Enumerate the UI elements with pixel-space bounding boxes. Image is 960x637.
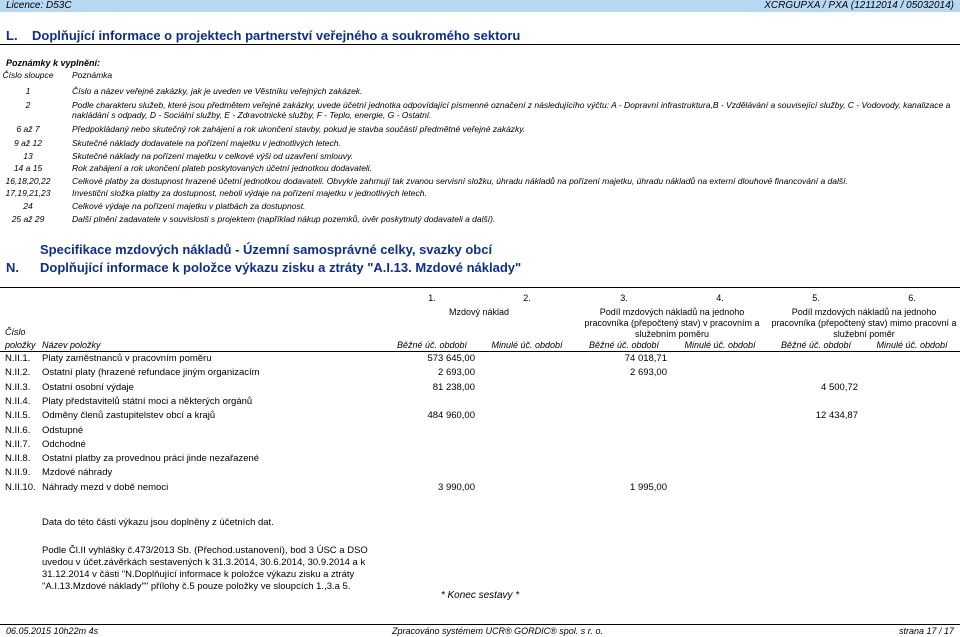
item-code: N.II.10.: [5, 481, 36, 493]
period-subheader: Minulé úč. období: [876, 340, 948, 350]
period-subheader: Běžné úč. období: [588, 340, 660, 350]
item-code: N.II.1.: [5, 353, 31, 364]
section-l-title: Doplňující informace o projektech partnerství veřejného a soukromého sektoru: [32, 28, 521, 43]
section-n-heading: [6, 260, 521, 275]
item-name: Náhrady mezd v době nemoci: [42, 481, 169, 493]
col-group-share-outside: Podíl mzdových nákladů na jednoho pracovníka (přepočtený stav) mimo pracovní a služební poměr: [771, 307, 957, 339]
item-value: 81 238,00: [432, 381, 475, 393]
column-number: 5.: [812, 293, 820, 303]
section-l-heading: [6, 28, 520, 43]
column-number: 6.: [908, 293, 916, 303]
note-text: Celkové platby za dostupnost hrazené účetní jednotkou dodavateli. Obvykle zahrnují tak zvanou servisní složku, úhradu nákladů na pořízení majetku, úhradu nákladů na externí dlouhové financování a další.: [72, 176, 848, 186]
period-subheader: Minulé úč. období: [491, 340, 563, 350]
system-code-label: XCRGUPXA / PXA (12112014 / 05032014): [764, 0, 954, 11]
period-subheader: Běžné úč. období: [780, 340, 852, 350]
note-column-number: 14 a 15: [13, 163, 43, 173]
item-code: N.II.7.: [5, 438, 31, 450]
table-row: [0, 424, 960, 438]
footer-page-number: strana 17 / 17: [898, 626, 954, 636]
notes-header-num: Číslo sloupce: [2, 70, 54, 80]
item-name: Platy představitelů státní moci a některých orgánů: [42, 395, 253, 407]
section-divider: [0, 44, 960, 45]
item-name: Odchodné: [42, 438, 86, 450]
table-row: [0, 481, 960, 495]
item-value: 74 018,71: [624, 353, 667, 364]
footer-timestamp: 06.05.2015 10h22m 4s: [6, 626, 99, 636]
note-text: Podle charakteru služeb, které jsou předmětem veřejné zakázky, uvede účetní jednotka odpovídající písmenné označení z následujícího výčtu: A - Dopravní infrastruktura,B - Vzdělávání a související služby, C - Vodovody, kanalizace a nakládání s odpady, D - Sociální služby, E - Zdravotnické služby, F - Teplo, energie, G - Ostatní.: [72, 100, 951, 120]
item-name: Odměny členů zastupitelstev obcí a krajů: [42, 410, 216, 422]
note-column-number: 13: [23, 151, 33, 161]
item-name: Ostatní platby za provednou práci jinde nezařazené: [42, 453, 260, 465]
item-value: 1 995,00: [630, 481, 667, 493]
item-name: Platy zaměstnanců v pracovním poměru: [42, 353, 212, 364]
specification-title: Specifikace mzdových nákladů - Územní samosprávné celky, svazky obcí: [40, 242, 493, 257]
column-number: 4.: [716, 293, 724, 303]
note-column-number: 17,19,21,23: [5, 188, 51, 198]
table-row: [0, 466, 960, 480]
column-number: 1.: [428, 293, 436, 303]
item-value: 2 693,00: [438, 367, 475, 379]
item-name: Ostatní platy (hrazené refundace jiným organizacím: [42, 367, 260, 379]
note-column-number: 1: [25, 86, 31, 96]
footer-processed-by: Zpracováno systémem UCR® GORDIC® spol. s r. o.: [392, 626, 603, 636]
item-code: N.II.3.: [5, 381, 31, 393]
note-column-number: 6 až 7: [16, 124, 40, 134]
col-group-wage-cost: Mzdový náklad: [448, 307, 510, 317]
item-code: N.II.6.: [5, 424, 31, 436]
table-row: [0, 409, 960, 423]
note-column-number: 9 až 12: [14, 138, 42, 148]
item-value: 484 960,00: [427, 410, 475, 422]
note-text: Další plnění zadavatele v souvislosti s projektem (například nákup pozemků, úvěr poskytnutý dodavateli a další).: [72, 214, 496, 224]
item-value: 2 693,00: [630, 367, 667, 379]
table-row: [0, 395, 960, 409]
note-column-number: 2: [25, 100, 31, 110]
note-text: Skutečné náklady dodavatele na pořízení majetku v jednotlivých letech.: [72, 138, 341, 148]
item-value: 4 500,72: [821, 381, 858, 393]
item-value: 573 645,00: [427, 353, 475, 364]
period-subheader: Minulé úč. období: [684, 340, 756, 350]
note-text: Skutečné náklady na pořízení majetku v celkové výši od uzavření smlouvy.: [72, 151, 353, 161]
data-source-note: Data do této části výkazu jsou doplněny z účetních dat.: [42, 517, 274, 528]
note-text: Investiční složka platby za dostupnost, neboli výdaje na pořízení majetku v jednotlivých letech.: [72, 188, 427, 198]
item-name: Ostatní osobní výdaje: [42, 381, 134, 393]
licence-label: Licence: D53C: [6, 0, 72, 11]
col-group-share-employment: Podíl mzdových nákladů na jednoho pracovníka (přepočtený stav) v pracovním a služebním poměru: [584, 307, 760, 339]
label-cislo: Číslo: [5, 327, 26, 337]
section-n-title: Doplňující informace k položce výkazu zisku a ztráty "A.I.13. Mzdové náklady": [40, 260, 522, 275]
section-l-letter: L.: [6, 28, 18, 43]
item-code: N.II.5.: [5, 410, 31, 422]
column-number: 2.: [523, 293, 531, 303]
label-nazev-polozky: Název položky: [42, 340, 101, 350]
item-name: Mzdové náhrady: [42, 467, 113, 479]
item-code: N.II.8.: [5, 453, 31, 465]
note-text: Předpokládaný nebo skutečný rok zahájení a rok ukončení stavby, pokud je stavba součástí předmětné veřejné zakázky.: [72, 124, 526, 134]
notes-title: Poznámky k vyplnění:: [6, 58, 101, 68]
table-row: [0, 366, 960, 380]
note-text: Rok zahájení a rok ukončení plateb poskytovaných účetní jednotkou dodavateli.: [72, 163, 373, 173]
item-value: 12 434,87: [815, 410, 858, 422]
item-code: N.II.4.: [5, 395, 31, 407]
section-n-letter: N.: [6, 260, 19, 275]
table-row: [0, 452, 960, 466]
item-code: N.II.2.: [5, 367, 31, 379]
column-number: 3.: [620, 293, 628, 303]
notes-header-note: Poznámka: [72, 70, 113, 80]
label-polozky: položky: [5, 340, 36, 350]
footer-divider: [0, 624, 960, 625]
table-top-border: [0, 287, 960, 288]
item-value: 3 990,00: [438, 481, 475, 493]
note-column-number: 16,18,20,22: [5, 176, 51, 186]
period-subheader: Běžné úč. období: [396, 340, 468, 350]
item-name: Odstupné: [42, 424, 84, 436]
note-column-number: 25 až 29: [11, 214, 45, 224]
end-of-report-mark: * Konec sestavy *: [440, 590, 520, 601]
table-row: [0, 381, 960, 395]
item-code: N.II.9.: [5, 467, 31, 479]
legal-note: Podle Čl.II vyhlášky č.473/2013 Sb. (Přechod.ustanovení), bod 3 ÚSC a DSO uvedou v účet.závěrkách sestavených k 31.3.2014, 30.6.2014, 30.9.2014 a k 31.12.2014 v části "N.Doplňující informace k položce výkazu zisku a ztráty "A.I.13.Mzdové náklady"" přílohy č.5 pouze položky ve sloupcích 1.,3.a 5.: [42, 545, 368, 592]
note-text: Číslo a název veřejné zakázky, jak je uveden ve Věstníku veřejných zakázek.: [72, 86, 363, 96]
note-text: Celkové výdaje na pořízení majetku v platbách za dostupnost.: [72, 201, 306, 211]
note-column-number: 24: [23, 201, 33, 211]
table-row: [0, 438, 960, 452]
table-row: [0, 352, 960, 366]
